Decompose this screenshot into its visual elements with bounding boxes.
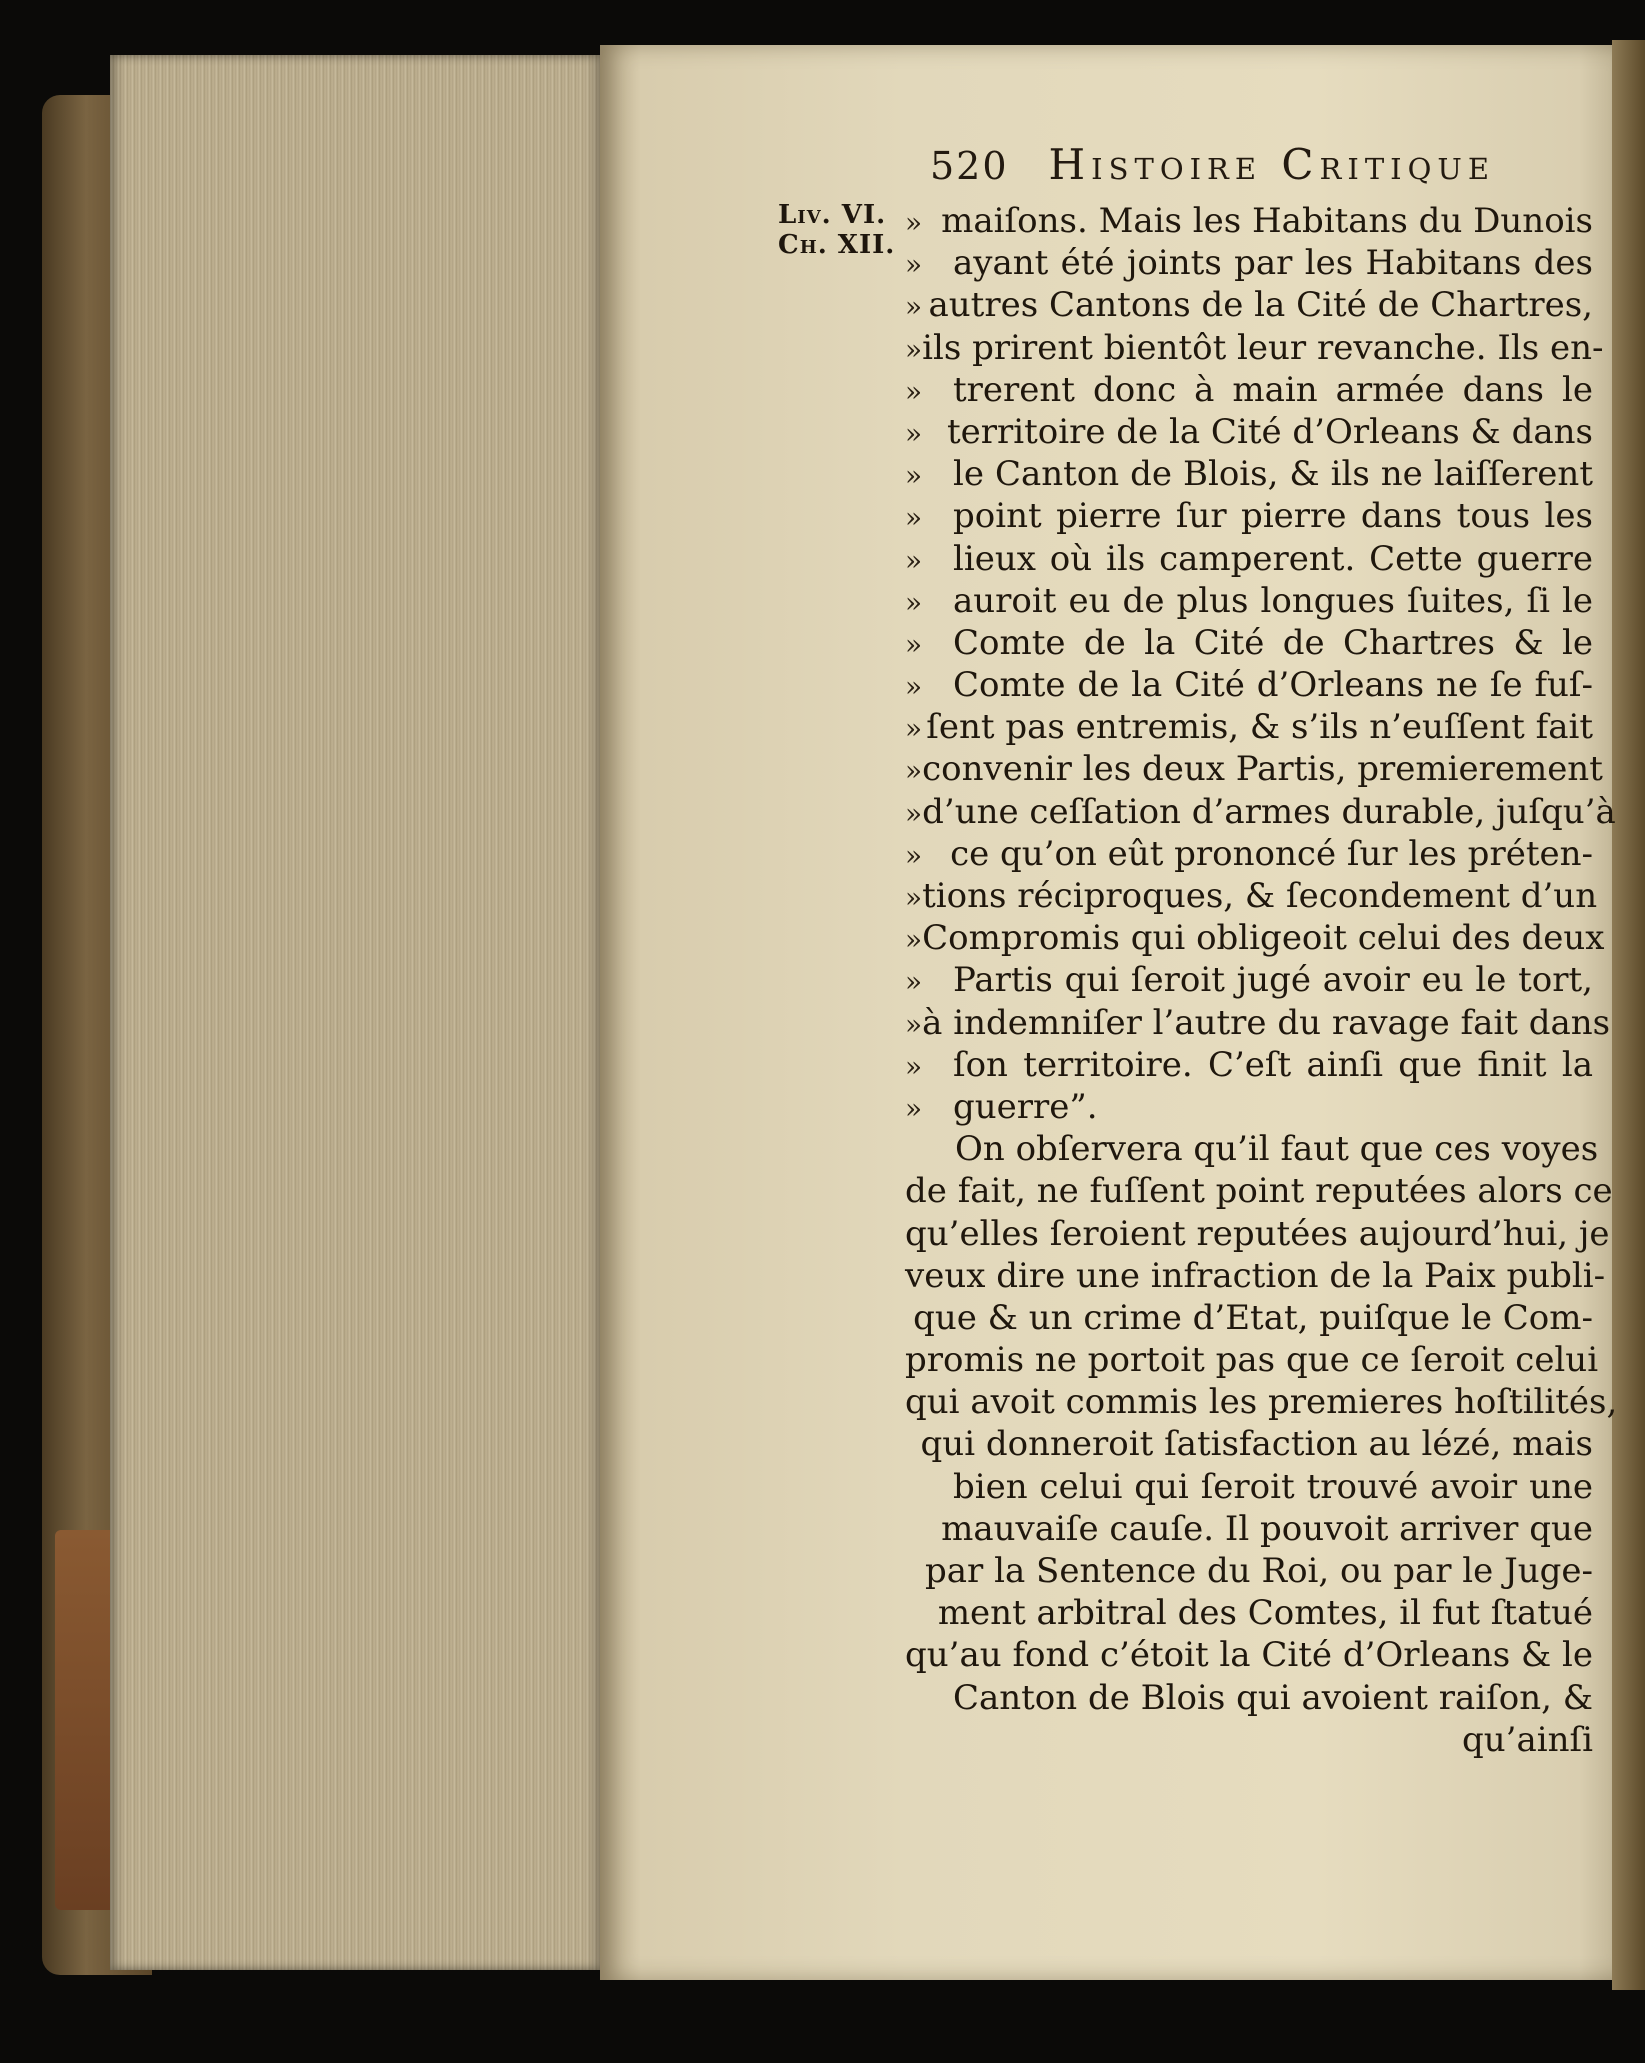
line-text: ſon territoire. C’eſt ainſi que finit la xyxy=(953,1044,1593,1085)
line-text: Compromis qui obligeoit celui des deux xyxy=(922,918,1605,959)
page-block-edge xyxy=(110,55,600,1970)
margin-note xyxy=(778,200,918,260)
text-line xyxy=(905,622,1593,664)
line-text: bien celui qui ſeroit trouvé avoir une xyxy=(953,1466,1593,1507)
line-text: lieux où ils camperent. Cette guerre xyxy=(953,538,1593,579)
line-text: mauvaiſe cauſe. Il pouvoit arriver que xyxy=(941,1508,1593,1549)
text-line xyxy=(905,1423,1593,1465)
text-line xyxy=(905,1128,1599,1170)
quote-mark: » xyxy=(905,332,923,366)
quote-mark: » xyxy=(905,585,923,619)
text-line xyxy=(905,453,1593,495)
line-text: ayant été joints par les Habitans des xyxy=(953,243,1593,284)
running-head xyxy=(930,140,1570,196)
text-line xyxy=(905,327,1604,369)
quote-mark: » xyxy=(905,459,923,493)
line-text: d’une ceſſation d’armes durable, juſqu’à xyxy=(922,791,1616,832)
text-line xyxy=(905,1002,1611,1044)
line-text: ment arbitral des Comtes, il fut ſtatué xyxy=(937,1593,1593,1634)
body-text xyxy=(905,200,1618,1761)
text-line xyxy=(905,664,1593,706)
line-text: ils prirent bientôt leur revanche. Ils en- xyxy=(922,327,1604,368)
line-text: qu’elles ſeroient reputées aujourd’hui, je xyxy=(905,1213,1610,1254)
text-line xyxy=(905,791,1616,833)
quote-mark: » xyxy=(905,754,923,788)
line-text: tions réciproques, & ſecondement d’un xyxy=(922,876,1598,916)
text-line xyxy=(905,917,1605,959)
margin-note-chapter: Ch. XII. xyxy=(778,230,896,260)
text-line xyxy=(905,833,1593,875)
line-text: promis ne portoit pas que ce ſeroit celui xyxy=(905,1340,1599,1381)
quote-mark: » xyxy=(905,965,923,999)
quote-mark: » xyxy=(905,1091,923,1125)
quote-mark: » xyxy=(905,248,923,282)
text-line xyxy=(905,1550,1593,1592)
quote-mark: » xyxy=(905,416,923,450)
text-line xyxy=(905,1044,1593,1086)
line-text: point pierre ſur pierre dans tous les xyxy=(953,496,1593,537)
text-line xyxy=(905,748,1603,790)
quote-mark: » xyxy=(905,1007,923,1041)
text-line xyxy=(905,1213,1610,1255)
quote-mark: » xyxy=(905,712,923,746)
quote-mark: » xyxy=(905,923,923,957)
quote-mark: » xyxy=(905,206,923,239)
quote-mark: » xyxy=(905,1049,923,1083)
text-line xyxy=(905,1297,1593,1339)
line-text: auroit eu de plus longues ſuites, ſi le xyxy=(953,580,1593,621)
text-line xyxy=(905,1508,1593,1550)
line-text: guerre”. xyxy=(953,1086,1098,1127)
text-line xyxy=(905,1255,1606,1297)
line-text: trerent donc à main armée dans le xyxy=(953,369,1593,410)
line-text: veux dire une infraction de la Paix publi- xyxy=(905,1255,1606,1296)
text-line xyxy=(905,1381,1618,1423)
quote-mark: » xyxy=(905,796,923,830)
quote-mark: » xyxy=(905,290,923,324)
line-text: qu’ainſi xyxy=(1462,1719,1593,1760)
line-text: ce qu’on eût prononcé ſur les préten- xyxy=(950,833,1593,874)
line-text: Comte de la Cité de Chartres & le xyxy=(953,622,1593,663)
text-line xyxy=(905,1170,1613,1212)
quote-mark: » xyxy=(905,881,923,914)
line-text: par la Sentence du Roi, ou par le Juge- xyxy=(924,1551,1593,1591)
text-line xyxy=(905,1339,1599,1381)
quote-mark: » xyxy=(905,627,923,661)
line-text: maiſons. Mais les Habitans du Dunois xyxy=(941,201,1593,241)
page-edge-right xyxy=(1612,40,1645,1990)
line-text: territoire de la Cité d’Orleans & dans xyxy=(946,411,1593,452)
text-line xyxy=(905,1719,1593,1761)
page-number: 520 xyxy=(930,144,1009,188)
text-line xyxy=(905,1592,1593,1634)
line-text: autres Cantons de la Cité de Chartres, xyxy=(928,285,1593,326)
text-line xyxy=(905,495,1593,537)
text-line xyxy=(905,411,1593,453)
line-text: ſent pas entremis, & s’ils n’euſſent fait xyxy=(926,707,1593,748)
text-line xyxy=(905,580,1593,622)
quote-mark: » xyxy=(905,543,923,577)
quote-mark: » xyxy=(905,838,923,872)
text-line xyxy=(905,1466,1593,1508)
text-line xyxy=(905,959,1593,1001)
text-line xyxy=(905,242,1593,284)
margin-note-book: Liv. VI. xyxy=(778,200,887,230)
text-line xyxy=(905,875,1598,917)
line-text: qu’au fond c’étoit la Cité d’Orleans & le xyxy=(905,1635,1594,1676)
text-line xyxy=(905,1634,1593,1676)
line-text: Comte de la Cité d’Orleans ne ſe fuſ- xyxy=(953,665,1593,706)
text-line xyxy=(905,1086,1593,1128)
running-title: Histoire Critique xyxy=(1048,140,1496,189)
text-line xyxy=(905,538,1593,580)
text-line xyxy=(905,369,1593,411)
text-line xyxy=(905,706,1593,748)
text-line xyxy=(905,284,1593,326)
line-text: qui avoit commis les premieres hoſtilités, xyxy=(905,1382,1618,1423)
line-text: Partis qui ſeroit jugé avoir eu le tort, xyxy=(953,960,1593,1001)
quote-mark: » xyxy=(905,374,923,408)
line-text: Canton de Blois qui avoient raiſon, & xyxy=(952,1677,1593,1718)
quote-mark: » xyxy=(905,501,923,535)
line-text: que & un crime d’Etat, puiſque le Com- xyxy=(913,1297,1593,1338)
line-text: le Canton de Blois, & ils ne laiſſerent xyxy=(953,454,1593,495)
line-text: On obſervera qu’il faut que ces voyes xyxy=(955,1129,1599,1170)
line-text: de fait, ne fuſſent point reputées alors ce xyxy=(905,1171,1613,1212)
line-text: convenir les deux Partis, premierement xyxy=(922,749,1603,790)
line-text: à indemniſer l’autre du ravage fait dans xyxy=(922,1002,1611,1043)
text-line xyxy=(905,1677,1593,1719)
text-line xyxy=(905,200,1593,242)
quote-mark: » xyxy=(905,670,923,704)
line-text: qui donneroit ſatisfaction au lézé, mais xyxy=(920,1424,1593,1465)
